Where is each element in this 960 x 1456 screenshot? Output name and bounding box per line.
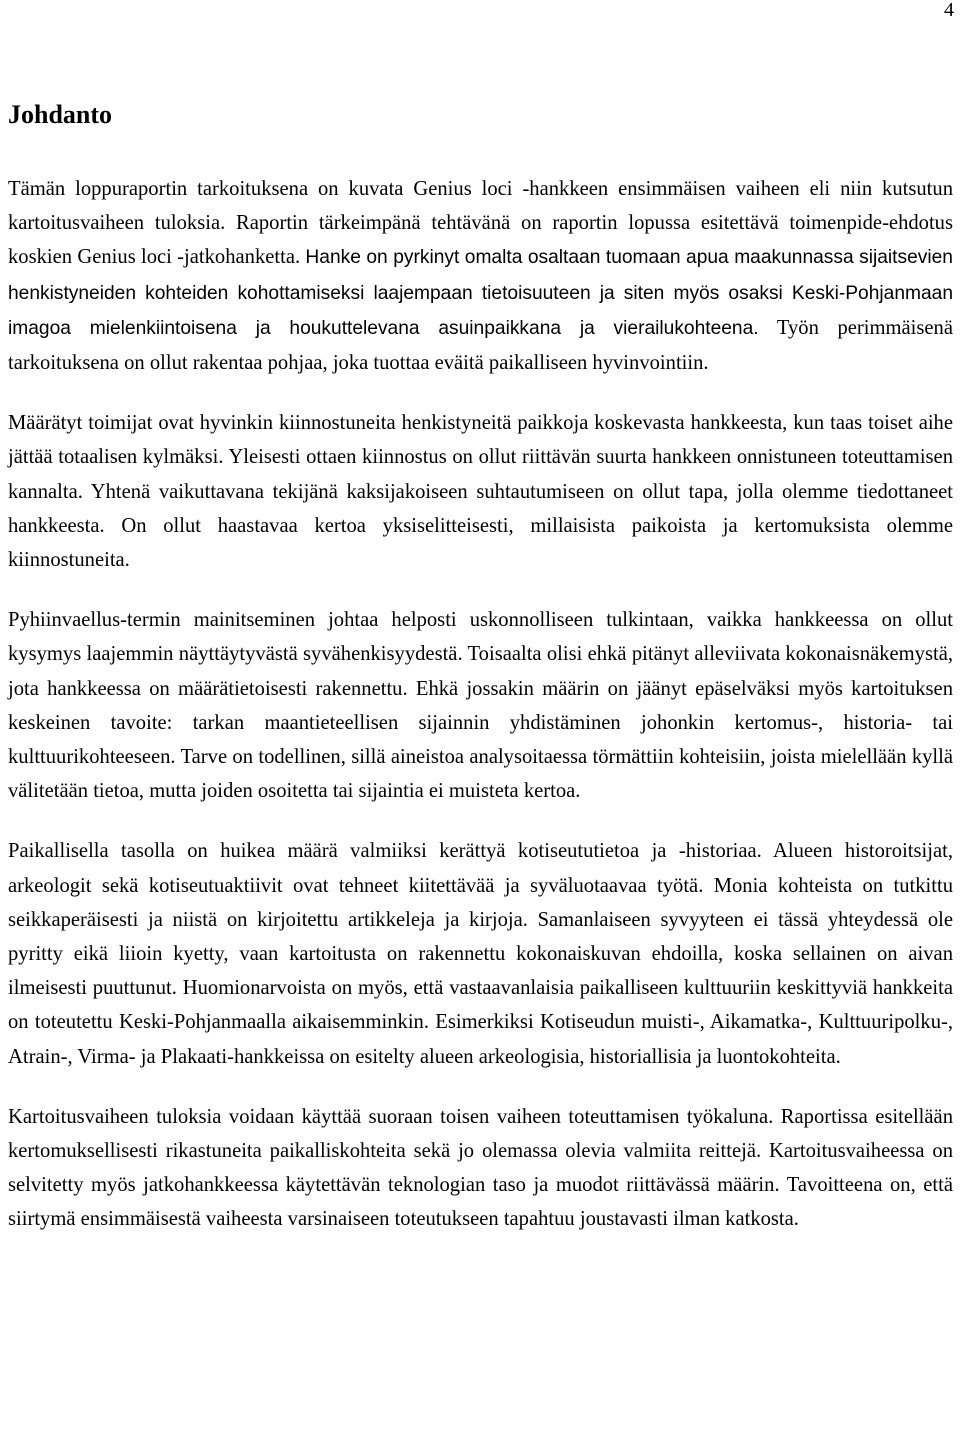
paragraph-5	[8, 1100, 953, 1237]
paragraph-1-sentence-3: Työn perimmäisenä tarkoituksena on ollut rakentaa pohjaa, joka tuottaa eväitä paikalliseen hyvinvointiin.	[8, 316, 953, 375]
page-number: 4	[944, 0, 954, 21]
paragraph-4	[8, 834, 953, 1073]
paragraph-1-sentence-2: Hanke on pyrkinyt omalta osaltaan tuomaan apua maakunnassa sijaitsevien henkistyneiden kohteiden kohottamiseksi laajempaan tietoisuuteen ja siten myös osaksi Keski-Pohjanmaan imagoa mielenkiintoisena ja houkuttelevana asuinpaikkana ja vierailukohteena.	[8, 247, 953, 339]
paragraph-1-sentence-1: Tämän loppuraportin tarkoituksena on kuvata Genius loci -hankkeen ensimmäisen vaiheen eli niin kutsutun kartoitusvaiheen tuloksia. Raportin tärkeimpänä tehtävänä on raportin lopussa esitettävä toimenpide-ehdotus koskien Genius loci -jatkohanketta.	[8, 178, 953, 269]
paragraph-3-text: Pyhiinvaellus-termin mainitseminen johtaa helposti uskonnolliseen tulkintaan, vaikka hankkeessa on ollut kysymys laajemmin näyttäytyvästä syvähenkisyydestä. Toisaalta olisi ehkä pitänyt alleviivata kokonaisnäkemystä, jota hankkeessa on määrätietoisesti rakennettu. Ehkä jossakin määrin on jäänyt epäselväksi myös kartoituksen keskeinen tavoite: tarkan maantieteellisen sijainnin yhdistäminen johonkin kertomus-, historia- tai kulttuurikohteeseen. Tarve on todellinen, sillä aineistoa analysoitaessa törmättiin kohteisiin, joista mielellään kyllä välitetään tietoa, mutta joiden osoitetta tai sijaintia ei muisteta kertoa.	[8, 609, 953, 803]
paragraph-3	[8, 603, 953, 808]
paragraph-1	[8, 172, 953, 380]
paragraph-2	[8, 406, 953, 577]
paragraph-2-text: Määrätyt toimijat ovat hyvinkin kiinnostuneita henkistyneitä paikkoja koskevasta hankkeesta, kun taas toiset aihe jättää totaalisen kylmäksi. Yleisesti ottaen kiinnostus on ollut riittävän suurta hankkeen onnistuneen toteuttamisen kannalta. Yhtenä vaikuttavana tekijänä kaksijakoiseen suhtautumiseen on ollut tapa, jolla olemme tiedottaneet hankkeesta. On ollut haastavaa kertoa yksiselitteisesti, millaisista paikoista ja kertomuksista olemme kiinnostuneita.	[8, 412, 953, 572]
paragraph-5-text: Kartoitusvaiheen tuloksia voidaan käyttää suoraan toisen vaiheen toteuttamisen työkaluna. Raportissa esitellään kertomuksellisesti rikastuneita paikalliskohteita sekä jo olemassa olevia valmiita reittejä. Kartoitusvaiheessa on selvitetty myös jatkohankkeessa käytettävän teknologian taso ja muodot riittävässä määrin. Tavoitteena on, että siirtymä ensimmäisestä vaiheesta varsinaiseen toteutukseen tapahtuu joustavasti ilman katkosta.	[8, 1105, 953, 1231]
paragraph-4-text: Paikallisella tasolla on huikea määrä valmiiksi kerättyä kotiseututietoa ja -historiaa. Alueen historoitsijat, arkeologit sekä kotiseutuaktiivit ovat tehneet kiitettävää ja syväluotaavaa työtä. Monia kohteista on tutkittu seikkaperäisesti ja niistä on kirjoitettu artikkeleja ja kirjoja. Samanlaiseen syvyyteen ei tässä yhteydessä ole pyritty eikä liioin kyetty, vaan kartoitusta on rakennettu kokonaiskuvan ehdoilla, koska sellainen on aivan ilmeisesti puuttunut. Huomionarvoista on myös, että vastaavanlaisia paikalliseen kulttuuriin keskittyviä hankkeita on toteutettu Keski-Pohjanmaalla aikaisemminkin. Esimerkiksi Kotiseudun muisti-, Aikamatka-, Kulttuuripolku-, Atrain-, Virma- ja Plakaati-hankkeissa on esitelty alueen arkeologisia, historiallisia ja luontokohteita.	[8, 840, 953, 1068]
section-heading: Johdanto	[8, 100, 113, 129]
body-text	[8, 172, 953, 1237]
